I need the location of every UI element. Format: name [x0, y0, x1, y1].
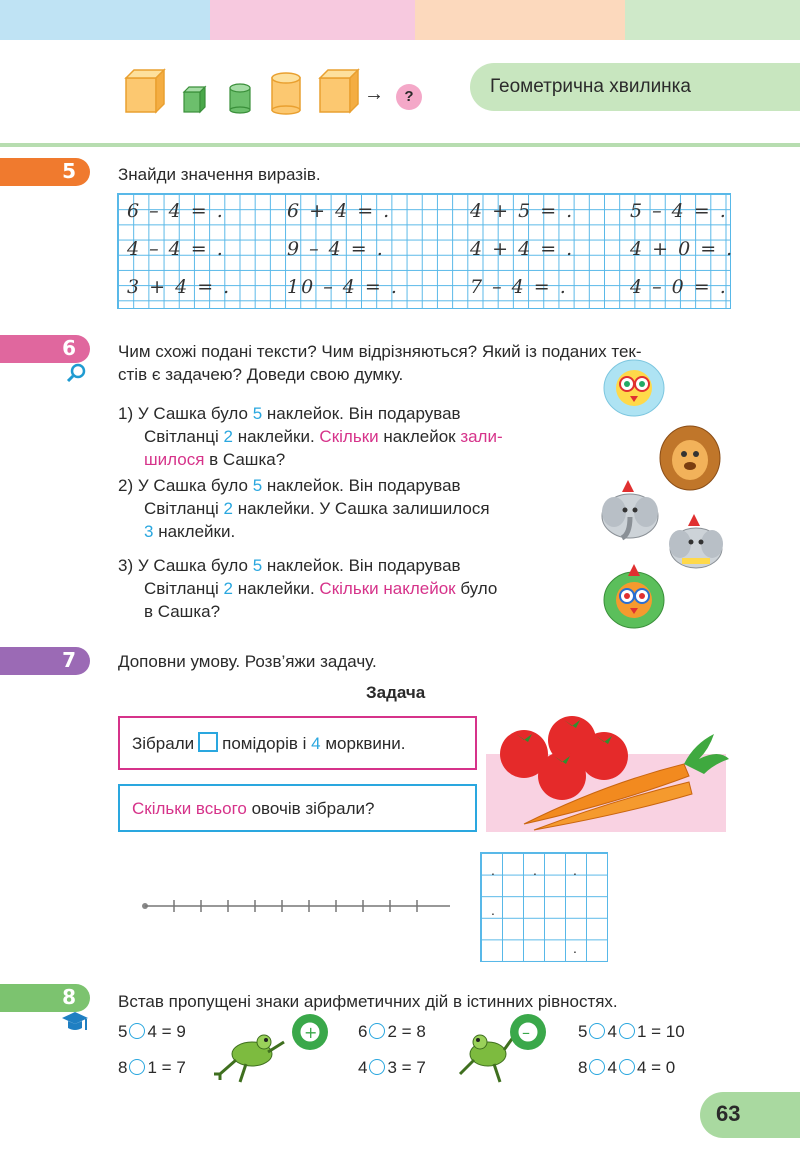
cube-green-icon: [184, 87, 205, 112]
equation-3: [358, 1022, 426, 1042]
num: 5: [252, 476, 263, 495]
cond-text: помідорів і: [222, 734, 307, 753]
result: = 7: [161, 1058, 186, 1077]
item-text: Світланці: [144, 499, 224, 518]
plus-sign: +: [304, 1023, 318, 1042]
item-text: У Сашка було: [137, 476, 253, 495]
equation-4: [358, 1058, 426, 1078]
item-text: наклейки.: [153, 522, 236, 541]
operand: 5: [578, 1022, 588, 1041]
item-text: наклейки.: [232, 427, 320, 446]
cube-orange-icon: [126, 70, 164, 112]
item-text: в Сашка?: [204, 450, 286, 469]
arrow-right-icon: →: [364, 83, 384, 105]
elephant-sticker-icon: [602, 480, 658, 538]
item-text: наклейки. У Сашка залишилося: [232, 499, 490, 518]
page-number-tab: [700, 1092, 800, 1138]
vegetables-illustration: [484, 704, 734, 834]
sign-blank-input[interactable]: [619, 1023, 635, 1039]
task-7-title: Задача: [366, 683, 426, 702]
task-number: 6: [62, 336, 76, 360]
sign-blank-input[interactable]: [619, 1059, 635, 1075]
expr-2-2: 9 – 4 = .: [287, 238, 385, 260]
topic-title: Геометрична хвилинка: [490, 76, 691, 97]
num: 2: [223, 499, 233, 518]
condition-box: [118, 716, 477, 770]
equation-1: [118, 1022, 186, 1042]
task-5-badge: [0, 158, 90, 186]
question-line-1: Чим схожі подані тексти? Чим відрізняються? Який із поданих тек-: [118, 342, 642, 361]
operand: 4: [147, 1022, 157, 1041]
grid-dot: .: [573, 862, 577, 878]
blank-square-input[interactable]: [198, 732, 218, 752]
operand: 4: [607, 1022, 617, 1041]
number-line: [140, 896, 460, 916]
operand: 4: [607, 1058, 617, 1077]
item-number: 2): [118, 476, 134, 495]
sign-blank-input[interactable]: [369, 1059, 385, 1075]
task-6-item-1: [118, 402, 588, 471]
cylinder-green-icon: [230, 84, 250, 113]
condition-text: [132, 732, 405, 755]
stickers-illustration: [600, 352, 730, 637]
sign-blank-input[interactable]: [589, 1059, 605, 1075]
task-number: 7: [62, 648, 76, 672]
item-text: наклейок. Він подарував: [262, 476, 461, 495]
equation-2: [118, 1058, 186, 1078]
item-text: наклейок. Він подарував: [262, 404, 461, 423]
topic-banner: [470, 63, 800, 111]
equation-6: [578, 1058, 675, 1078]
cond-text: морквини.: [325, 734, 406, 753]
sign-blank-input[interactable]: [589, 1023, 605, 1039]
operand: 4: [636, 1058, 647, 1077]
item-text: У Сашка було: [137, 404, 253, 423]
task-number: 5: [62, 159, 76, 183]
magnifier-icon: [66, 362, 88, 384]
result: = 10: [651, 1022, 685, 1041]
num: 2: [223, 427, 233, 446]
expr-3-1: 3 + 4 = .: [127, 276, 232, 298]
item-text: було: [455, 579, 498, 598]
expr-1-1: 6 – 4 = .: [127, 200, 225, 222]
graduation-cap-icon: [60, 1010, 90, 1034]
item-number: 1): [118, 404, 134, 423]
cylinder-orange-icon: [272, 73, 300, 114]
question-badge: [396, 84, 422, 110]
elephant-sticker-icon-2: [669, 514, 723, 568]
task-5-instruction: Знайди значення виразів.: [118, 165, 321, 184]
result: = 8: [401, 1022, 426, 1041]
sign-blank-input[interactable]: [369, 1023, 385, 1039]
q-key: Скільки всього: [132, 799, 247, 818]
page-number: 63: [716, 1101, 741, 1126]
question-box: [118, 784, 477, 832]
cond-number: 4: [311, 734, 321, 753]
grid-dot: .: [573, 940, 577, 956]
operand: 8: [118, 1058, 128, 1077]
num: 5: [252, 556, 263, 575]
item-text: У Сашка було: [137, 556, 253, 575]
key-word: Скільки наклейок: [319, 579, 456, 598]
expr-3-3: 7 – 4 = .: [470, 276, 568, 298]
task-8-instruction: Встав пропущені знаки арифметичних дій в істинних рівностях.: [118, 992, 618, 1011]
key-word: зали-: [460, 427, 503, 446]
task-6-item-2: [118, 474, 588, 543]
cube-orange-icon-2: [320, 70, 358, 112]
expr-1-3: 4 + 5 = .: [470, 200, 575, 222]
operand: 4: [358, 1058, 368, 1077]
expr-2-3: 4 + 4 = .: [470, 238, 575, 260]
item-text: наклейки.: [232, 579, 320, 598]
frog-plus-illustration: [210, 1012, 350, 1087]
grid-dot: .: [533, 862, 537, 878]
grid-dot: .: [491, 902, 495, 918]
sign-blank-input[interactable]: [129, 1059, 145, 1075]
item-number: 3): [118, 556, 134, 575]
task-number: 8: [62, 985, 76, 1009]
num: 5: [252, 404, 263, 423]
key-word: шилося: [144, 450, 205, 469]
expr-2-4: 4 + 0 = .: [630, 238, 735, 260]
operand: 3: [387, 1058, 397, 1077]
task-7-badge: [0, 647, 90, 675]
cond-text: Зібрали: [132, 734, 195, 753]
q-text: овочів зібрали?: [251, 799, 375, 818]
operand: 1: [636, 1022, 647, 1041]
operand: 2: [387, 1022, 397, 1041]
item-text: в Сашка?: [144, 602, 221, 621]
operand: 6: [358, 1022, 368, 1041]
question-mark: ?: [404, 88, 414, 105]
item-text: наклейок. Він подарував: [262, 556, 461, 575]
question-text: [132, 797, 374, 820]
operand: 5: [118, 1022, 128, 1041]
lion-sticker-icon: [660, 426, 720, 490]
expr-1-4: 5 – 4 = .: [630, 200, 728, 222]
expr-2-1: 4 – 4 = .: [127, 238, 225, 260]
task-6-badge: [0, 335, 90, 363]
num: 2: [223, 579, 233, 598]
num: 3: [144, 522, 154, 541]
key-word: Скільки: [319, 427, 379, 446]
header-divider: [0, 143, 800, 147]
question-line-2: стів є задачею? Доведи свою думку.: [118, 365, 404, 384]
minus-sign: –: [522, 1023, 530, 1042]
grid-dot: .: [491, 862, 495, 878]
expr-1-2: 6 + 4 = .: [287, 200, 392, 222]
frog-icon-2: [460, 1035, 514, 1082]
operand: 1: [147, 1058, 157, 1077]
frog-icon: [214, 1035, 284, 1082]
task-8-badge: [0, 984, 90, 1012]
expr-3-2: 10 – 4 = .: [287, 276, 399, 298]
owl-sticker-icon-2: [604, 564, 664, 628]
task-7-instruction: Доповни умову. Розв’яжи задачу.: [118, 652, 377, 671]
frog-minus-illustration: [450, 1012, 570, 1087]
expr-3-4: 4 – 0 = .: [630, 276, 728, 298]
item-text: наклейок: [378, 427, 461, 446]
item-text: Світланці: [144, 579, 224, 598]
solution-grid: [480, 852, 608, 962]
task-6-item-3: [118, 554, 588, 623]
item-text: Світланці: [144, 427, 224, 446]
equation-5: [578, 1022, 685, 1042]
owl-sticker-icon: [604, 360, 664, 416]
result: = 0: [651, 1058, 676, 1077]
result: = 9: [161, 1022, 186, 1041]
result: = 7: [401, 1058, 426, 1077]
sign-blank-input[interactable]: [129, 1023, 145, 1039]
operand: 8: [578, 1058, 588, 1077]
